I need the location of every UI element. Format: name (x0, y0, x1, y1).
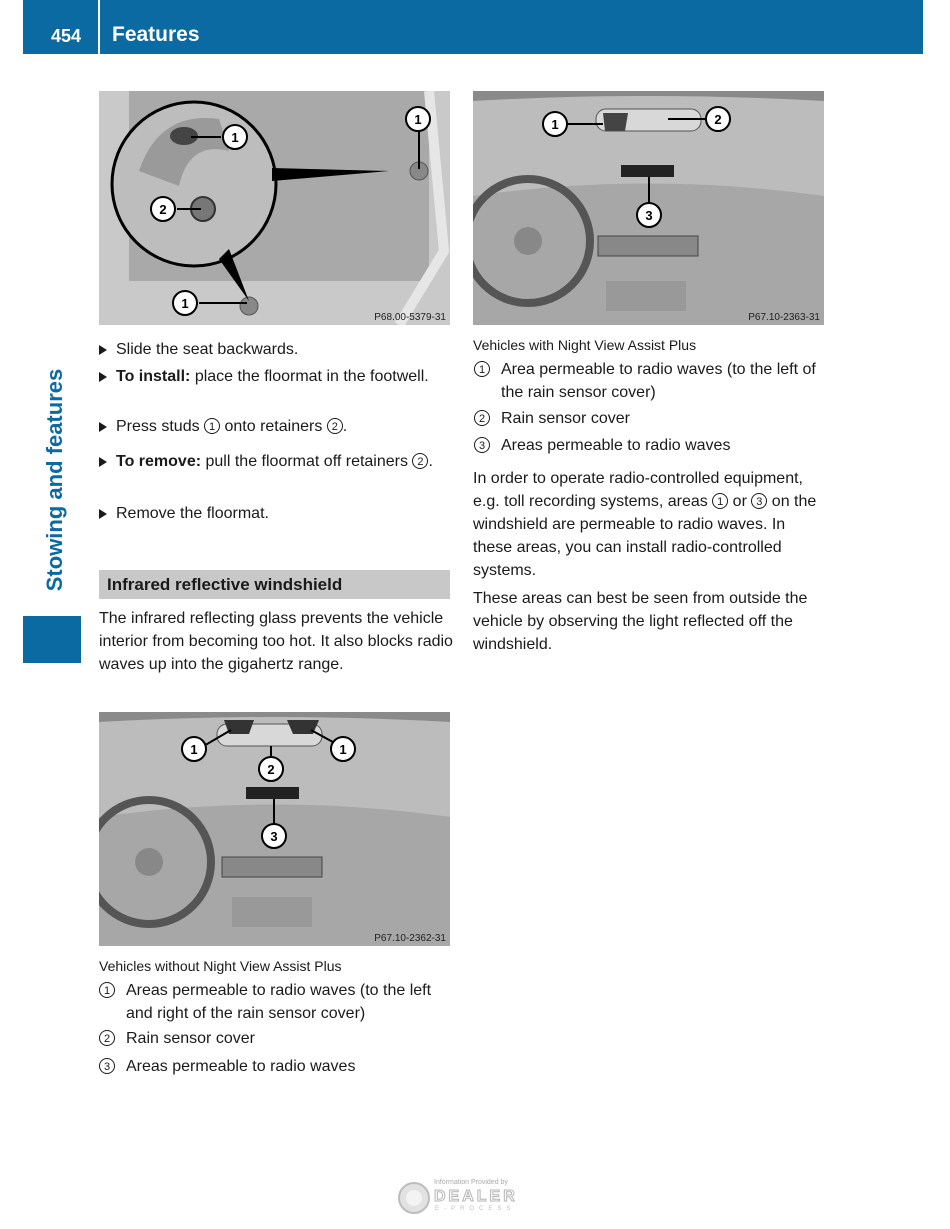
figure-dashboard-without-night-view (99, 712, 450, 946)
radio-paragraph: In order to operate radio-controlled equipment, e.g. toll recording systems, areas 1 or 3 on the windshield are permeable to radio waves. In these areas, you can install radio-controlled systems. (473, 470, 817, 579)
legend-item: 1 Areas permeable to radio waves (to the left and right of the rain sensor cover) (99, 979, 450, 1025)
callout-1: 1 (712, 493, 728, 509)
legend-item: 2 Rain sensor cover (99, 1027, 450, 1050)
figure-code: P67.10-2362-31 (374, 933, 446, 944)
bullet-arrow-icon (99, 457, 107, 467)
page-number: 454 (51, 26, 82, 46)
step-remove: To remove: pull the floormat off retainers 2 . (99, 450, 450, 473)
callout-1: 1 (181, 296, 189, 311)
figure-code: P67.10-2363-31 (748, 312, 820, 323)
side-tab-label: Stowing and features (42, 368, 67, 592)
figure-floormat (99, 91, 450, 325)
bullet-arrow-icon (99, 509, 107, 519)
callout-3: 3 (474, 437, 490, 453)
page-title: Features (112, 23, 200, 46)
bullet-arrow-icon (99, 422, 107, 432)
callout-1: 1 (339, 742, 347, 757)
step-install: To install: place the floormat in the footwell. (99, 365, 450, 388)
footer-logo-text: DEALER (434, 1188, 518, 1205)
callout-1: 1 (231, 130, 239, 145)
callout-1: 1 (204, 418, 220, 434)
section-heading: Infrared reflective windshield (99, 570, 450, 599)
step-press-studs: Press studs 1 onto retainers 2 . (99, 415, 450, 438)
callout-2: 2 (714, 112, 722, 127)
callout-2: 2 (99, 1030, 115, 1046)
figure-dashboard-with-night-view (473, 91, 824, 325)
callout-2: 2 (327, 418, 343, 434)
side-tab-marker (23, 616, 81, 663)
dashboard-illustration (473, 91, 824, 325)
callout-3: 3 (645, 208, 653, 223)
step-remove-floormat: Remove the floormat. (99, 502, 450, 525)
header-divider (98, 0, 100, 54)
page-header (23, 0, 923, 54)
bullet-arrow-icon (99, 345, 107, 355)
footer-line1: Information Provided by (434, 1179, 508, 1186)
bullet-arrow-icon (99, 372, 107, 382)
callout-2: 2 (159, 202, 167, 217)
callout-3: 3 (270, 829, 278, 844)
figure-code: P68.00-5379-31 (374, 312, 446, 323)
callout-1: 1 (474, 361, 490, 377)
dealer-logo-icon (398, 1176, 543, 1216)
callout-2: 2 (267, 762, 275, 777)
callout-1: 1 (414, 112, 422, 127)
caption-with-night-view: Vehicles with Night View Assist Plus (473, 337, 697, 353)
visibility-paragraph: These areas can best be seen from outside the vehicle by observing the light reflected off the windshield. (473, 590, 808, 653)
legend-item: 3 Areas permeable to radio waves (474, 434, 826, 457)
callout-2: 2 (412, 453, 428, 469)
legend-item: 3 Areas permeable to radio waves (99, 1055, 450, 1078)
step-slide-seat: Slide the seat backwards. (99, 338, 450, 361)
dealer-logo (398, 1176, 543, 1216)
callout-2: 2 (474, 410, 490, 426)
callout-3: 3 (751, 493, 767, 509)
caption-without-night-view: Vehicles without Night View Assist Plus (99, 958, 342, 974)
section-intro: The infrared reflecting glass prevents the vehicle interior from becoming too hot. It also blocks radio waves up into the gigahertz range. (99, 610, 453, 673)
floormat-illustration (99, 91, 450, 325)
legend-item: 1 Area permeable to radio waves (to the left of the rain sensor cover) (474, 358, 826, 404)
callout-1: 1 (99, 982, 115, 998)
callout-1: 1 (190, 742, 198, 757)
callout-3: 3 (99, 1058, 115, 1074)
callout-1: 1 (551, 117, 559, 132)
legend-item: 2 Rain sensor cover (474, 407, 826, 430)
dashboard-illustration (99, 712, 450, 946)
footer-line2: E-PROCESS (435, 1206, 516, 1212)
